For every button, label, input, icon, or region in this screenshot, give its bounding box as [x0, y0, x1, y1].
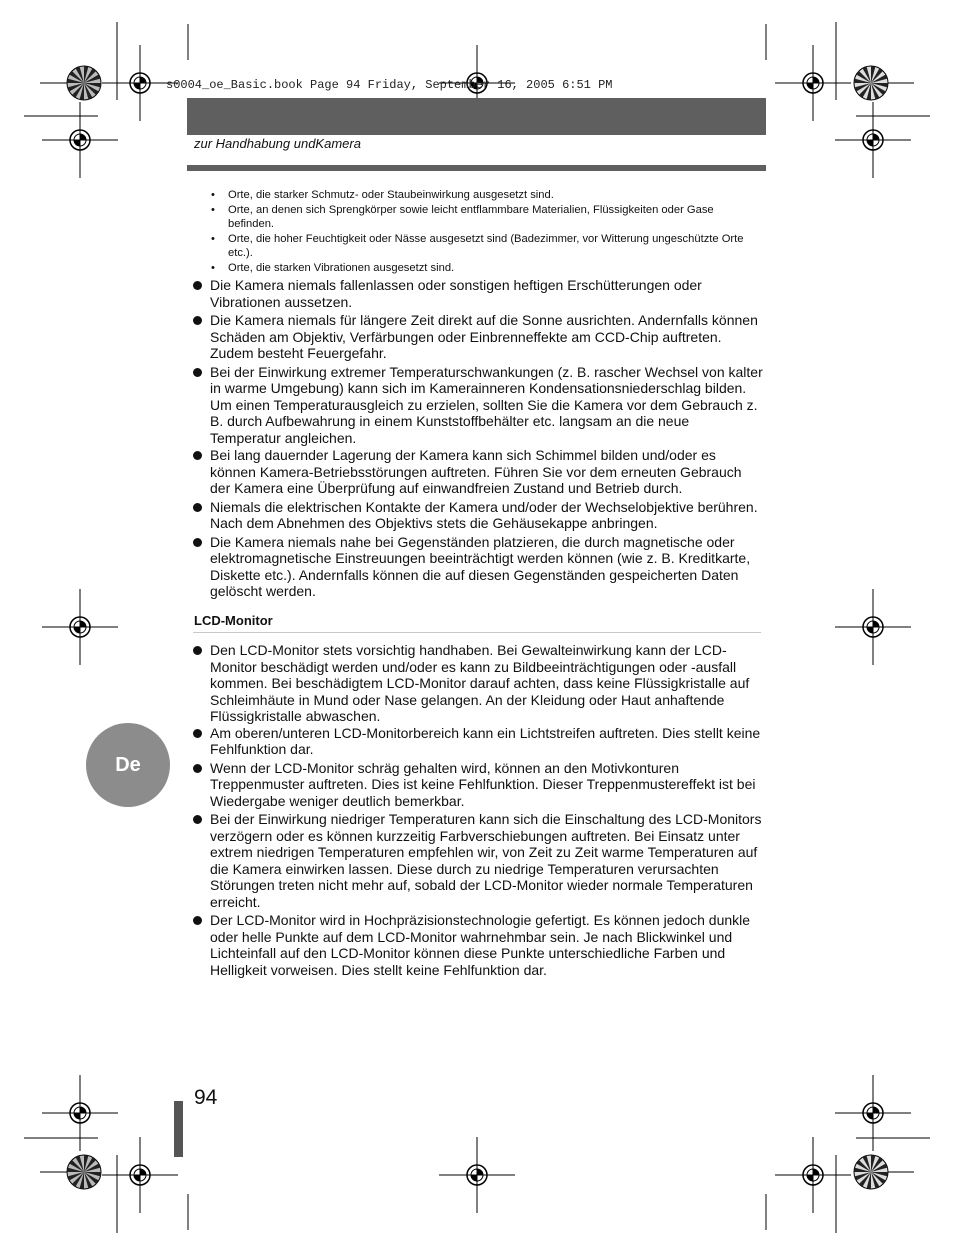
registration-mark-icon — [42, 589, 118, 665]
bullet-icon — [193, 451, 202, 460]
registration-mark-icon — [775, 45, 851, 121]
header-bar — [187, 98, 766, 135]
bullet-icon — [193, 815, 202, 824]
language-tab: De — [86, 723, 170, 807]
bullet-icon — [193, 729, 202, 738]
section-heading: LCD-Monitor — [194, 613, 273, 628]
list-item: • Orte, an denen sich Sprengkörper sowie leicht entflammbare Materialien, Flüssigkeiten oder Gase befinden. — [211, 203, 756, 232]
registration-mark-icon — [835, 1075, 911, 1151]
list-item: Der LCD-Monitor wird in Hochpräzisionstechnologie gefertigt. Es können jedoch dunkle oder helle Punkte auf dem LCD-Monitor wahrnehmbar sein. Je nach Blickwinkel und Lichteinfall auf den LCD-Monitor können diese Punkte unterschiedliche Farben und Helligkeit vorweisen. Dies stellt keine Fehlfunktion dar. — [193, 912, 763, 978]
registration-mark-icon — [835, 102, 911, 178]
list-item: • Orte, die starker Schmutz- oder Staubeinwirkung ausgesetzt sind. — [211, 188, 756, 203]
bullet-icon — [193, 916, 202, 925]
location-list — [211, 188, 756, 275]
star-target-icon — [854, 66, 888, 100]
registration-mark-icon — [102, 1137, 178, 1213]
bullet-icon — [193, 646, 202, 655]
camera-precautions-list — [193, 277, 763, 600]
list-item: Den LCD-Monitor stets vorsichtig handhaben. Bei Gewalteinwirkung kann der LCD-Monitor beschädigt werden und/oder es kann zu Bildbeeinträchtigungen oder -ausfall kommen. Bei beschädigtem LCD-Monitor darauf achten, dass keine Flüssigkristalle auf Schleimhäute in Mund oder Nase gelangen. An der Kleidung oder Haut anhaftende Flüssigkristalle abwaschen. — [193, 642, 763, 725]
bullet-icon — [193, 503, 202, 512]
star-target-icon — [67, 1155, 101, 1189]
bullet-icon — [193, 764, 202, 773]
bullet-icon — [193, 538, 202, 547]
registration-mark-icon — [835, 589, 911, 665]
list-item: Die Kamera niemals fallenlassen oder sonstigen heftigen Erschütterungen oder Vibrationen aussetzen. — [193, 277, 763, 310]
bullet-icon — [193, 281, 202, 290]
list-item: Bei der Einwirkung niedriger Temperaturen kann sich die Einschaltung des LCD-Monitors verzögern oder es können kurzzeitig Farbverschiebungen auftreten. Bei Einsatz unter extrem niedrigen Temperaturen empfehlen wir, von Zeit zu Zeit warme Temperaturen auf die Kamera einwirken lassen. Diese durch zu niedrige Temperaturen verursachten Störungen treten nicht mehr auf, sobald der LCD-Monitor wieder normale Temperaturen erreicht. — [193, 811, 763, 910]
star-target-icon — [854, 1155, 888, 1189]
bullet-icon — [193, 368, 202, 377]
page-number: 94 — [194, 1086, 218, 1109]
page-number-bar — [174, 1101, 183, 1157]
list-item: • Orte, die hoher Feuchtigkeit oder Nässe ausgesetzt sind (Badezimmer, vor Witterung ungeschützte Orte etc.). — [211, 232, 756, 261]
star-target-icon — [67, 66, 101, 100]
registration-mark-icon — [42, 102, 118, 178]
list-item: Bei lang dauernder Lagerung der Kamera kann sich Schimmel bilden und/oder es können Kamera-Betriebsstörungen auftreten. Führen Sie vor dem erneuten Gebrauch der Kamera eine Überprüfung auf einwandfreien Zustand und Betrieb durch. — [193, 447, 763, 497]
registration-mark-icon — [42, 1075, 118, 1151]
print-slug: s0004_oe_Basic.book Page 94 Friday, September 16, 2005 6:51 PM — [166, 78, 613, 92]
lcd-precautions-list — [193, 642, 763, 978]
section-title: zur Handhabung undKamera — [194, 136, 361, 151]
list-item: Niemals die elektrischen Kontakte der Kamera und/oder der Wechselobjektive berühren. Nach dem Abnehmen des Objektivs stets die Gehäusekappe anbringen. — [193, 499, 763, 532]
header-rule — [187, 165, 766, 171]
registration-mark-icon — [775, 1137, 851, 1213]
list-item: Die Kamera niemals für längere Zeit direkt auf die Sonne ausrichten. Andernfalls können Schäden am Objektiv, Verfärbungen oder Einbrenneffekte am CCD-Chip auftreten. Zudem besteht Feuergefahr. — [193, 312, 763, 362]
registration-mark-icon — [439, 1137, 515, 1213]
list-item: • Orte, die starken Vibrationen ausgesetzt sind. — [211, 261, 756, 276]
section-rule — [193, 632, 761, 633]
list-item: Wenn der LCD-Monitor schräg gehalten wird, können an den Motivkonturen Treppenmuster auftreten. Dies ist keine Fehlfunktion. Dieser Treppenmustereffekt ist bei Wiedergabe weniger deutlich bemerkbar. — [193, 760, 763, 810]
list-item: Bei der Einwirkung extremer Temperaturschwankungen (z. B. rascher Wechsel von kalter in warme Umgebung) kann sich im Kamerainneren Kondensationsniederschlag bilden. Um einen Temperaturausgleich zu erzielen, sollten Sie die Kamera vor dem Gebrauch z. B. durch Aufbewahrung in einem Kunststoffbehälter etc. langsam an die neue Temperatur angleichen. — [193, 364, 763, 447]
list-item: Am oberen/unteren LCD-Monitorbereich kann ein Lichtstreifen auftreten. Dies stellt keine Fehlfunktion dar. — [193, 725, 763, 758]
bullet-icon — [193, 316, 202, 325]
list-item: Die Kamera niemals nahe bei Gegenständen platzieren, die durch magnetische oder elektromagnetische Einstreuungen beeinträchtigt werden können (wie z. B. Kreditkarte, Diskette etc.). Andernfalls können die auf diesen Gegenständen gespeicherten Daten gelöscht werden. — [193, 534, 763, 600]
